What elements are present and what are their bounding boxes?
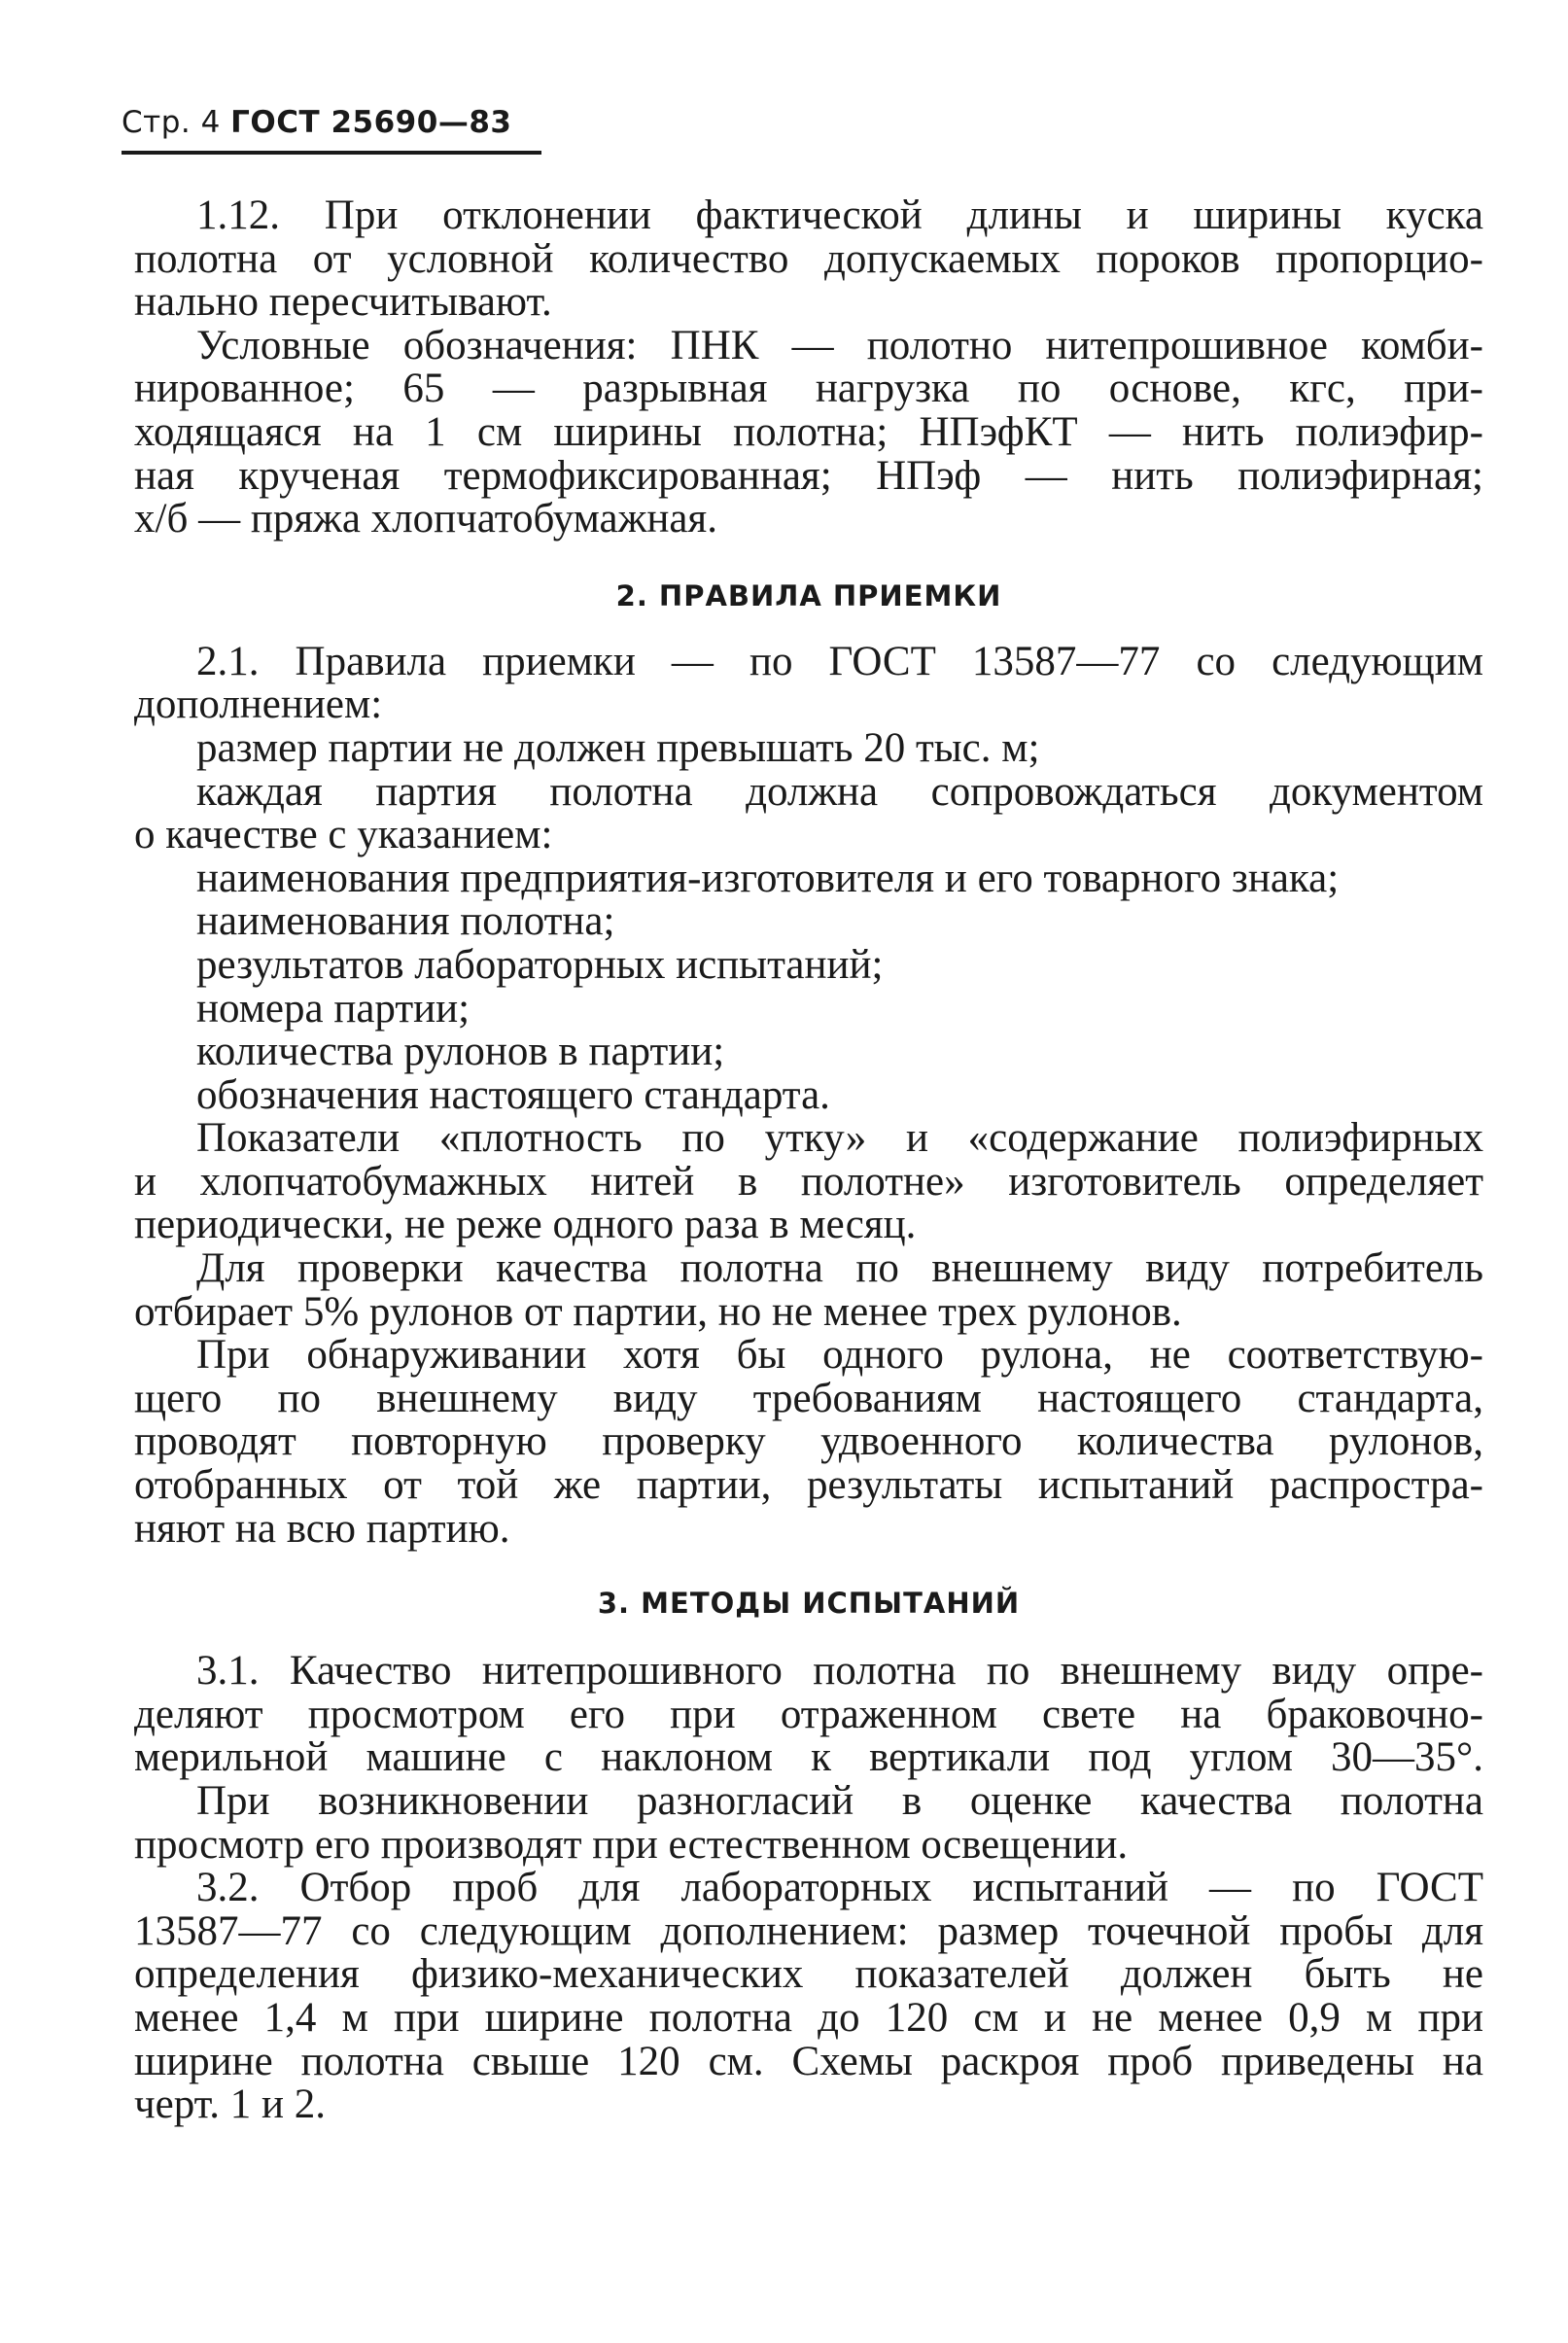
text-line: ширине полотна свыше 120 см. Схемы раскроя проб приведены на	[134, 2038, 1483, 2084]
text-line: щего по внешнему виду требованиям настоящего стандарта,	[134, 1375, 1483, 1421]
text-line: о качестве с указанием:	[134, 812, 553, 858]
disputes-paragraph	[134, 1780, 1483, 1867]
text-line: Условные обозначения: ПНК — полотно нитепрошивное комби-	[196, 322, 1483, 368]
requirement-list	[134, 857, 1483, 1118]
text-line: просмотр его производят при естественном освещении.	[134, 1821, 1129, 1868]
list-item: результатов лабораторных испытаний;	[196, 941, 884, 988]
legend-paragraph	[134, 322, 1483, 542]
clause-3-2	[134, 1867, 1483, 2127]
text-line: проводят повторную проверку удвоенного количества рулонов,	[134, 1418, 1483, 1465]
text-line: и хлопчатобумажных нитей в полотне» изготовитель определяет	[134, 1158, 1483, 1205]
list-item: наименования предприятия-изготовителя и его товарного знака;	[196, 855, 1340, 901]
text-line: При обнаруживании хотя бы одного рулона, не соответствую-	[196, 1332, 1483, 1379]
list-item: наименования полотна;	[196, 898, 615, 945]
text-line: деляют просмотром его при отраженном свете на браковочно-	[134, 1691, 1483, 1737]
section-3-heading: 3. МЕТОДЫ ИСПЫТАНИЙ	[597, 1587, 1021, 1621]
clause-1-12	[134, 194, 1483, 325]
text-line: нированное; 65 — разрывная нагрузка по основе, кгс, при-	[134, 366, 1483, 412]
clause-2-1	[134, 638, 1483, 728]
list-item: номера партии;	[196, 985, 470, 1032]
header-rule	[122, 151, 541, 155]
text-line: отобранных от той же партии, результаты испытаний распростра-	[134, 1462, 1483, 1509]
clause-3-1	[134, 1650, 1483, 1780]
page-number: Стр. 4	[122, 105, 221, 140]
list-item: количества рулонов в партии;	[196, 1029, 725, 1075]
text-line: 3.2. Отбор проб для лабораторных испытаний — по ГОСТ	[196, 1865, 1483, 1911]
text-line: отбирает 5% рулонов от партии, но не менее трех рулонов.	[134, 1288, 1182, 1335]
text-line: полотна от условной количество допускаемых пороков пропорцио-	[134, 235, 1483, 282]
text-line: периодически, не реже одного раза в месяц.	[134, 1202, 917, 1248]
lot-size-line: размер партии не должен превышать 20 тыс. м;	[196, 724, 1040, 771]
text-line: ходящаяся на 1 см ширины полотна; НПэфКТ — нить полиэфир-	[134, 408, 1483, 455]
list-item: обозначения настоящего стандарта.	[196, 1071, 830, 1118]
text-line: Показатели «плотность по утку» и «содержание полиэфирных	[196, 1115, 1483, 1162]
text-line: няют на всю партию.	[134, 1505, 510, 1552]
section-2-heading: 2. ПРАВИЛА ПРИЕМКИ	[615, 578, 1002, 612]
text-line: определения физико-механических показателей должен быть не	[134, 1951, 1483, 1998]
text-line: черт. 1 и 2.	[134, 2081, 326, 2128]
text-line: дополнением:	[134, 682, 383, 728]
text-line: При возникновении разногласий в оценке качества полотна	[196, 1778, 1483, 1824]
text-line: 3.1. Качество нитепрошивного полотна по внешнему виду опре-	[196, 1648, 1483, 1695]
body-text	[134, 194, 1483, 2127]
text-line: Для проверки качества полотна по внешнему виду потребитель	[196, 1245, 1483, 1292]
text-line: х/б — пряжа хлопчатобумажная.	[134, 496, 717, 542]
text-line: 1.12. При отклонении фактической длины и ширины куска	[196, 192, 1483, 238]
text-line: ная крученая термофиксированная; НПэф — нить полиэфирная;	[134, 452, 1483, 499]
standard-designation: ГОСТ 25690—83	[230, 105, 512, 140]
page-header	[122, 105, 511, 140]
text-line: менее 1,4 м при ширине полотна до 120 см и не менее 0,9 м при	[134, 1994, 1483, 2041]
sampling-paragraph	[134, 1247, 1483, 1334]
text-line: мерильной машине с наклоном к вертикали под углом 30—35°.	[134, 1734, 1483, 1781]
text-line: каждая партия полотна должна сопровождаться документом	[196, 768, 1483, 815]
nonconformity-paragraph	[134, 1334, 1483, 1551]
indicators-paragraph	[134, 1117, 1483, 1247]
text-line: 13587—77 со следующим дополнением: размер точечной пробы для	[134, 1907, 1483, 1954]
text-line: 2.1. Правила приемки — по ГОСТ 13587—77 со следующим	[196, 638, 1483, 684]
text-line: нально пересчитывают.	[134, 279, 552, 326]
document-requirement	[134, 768, 1483, 858]
